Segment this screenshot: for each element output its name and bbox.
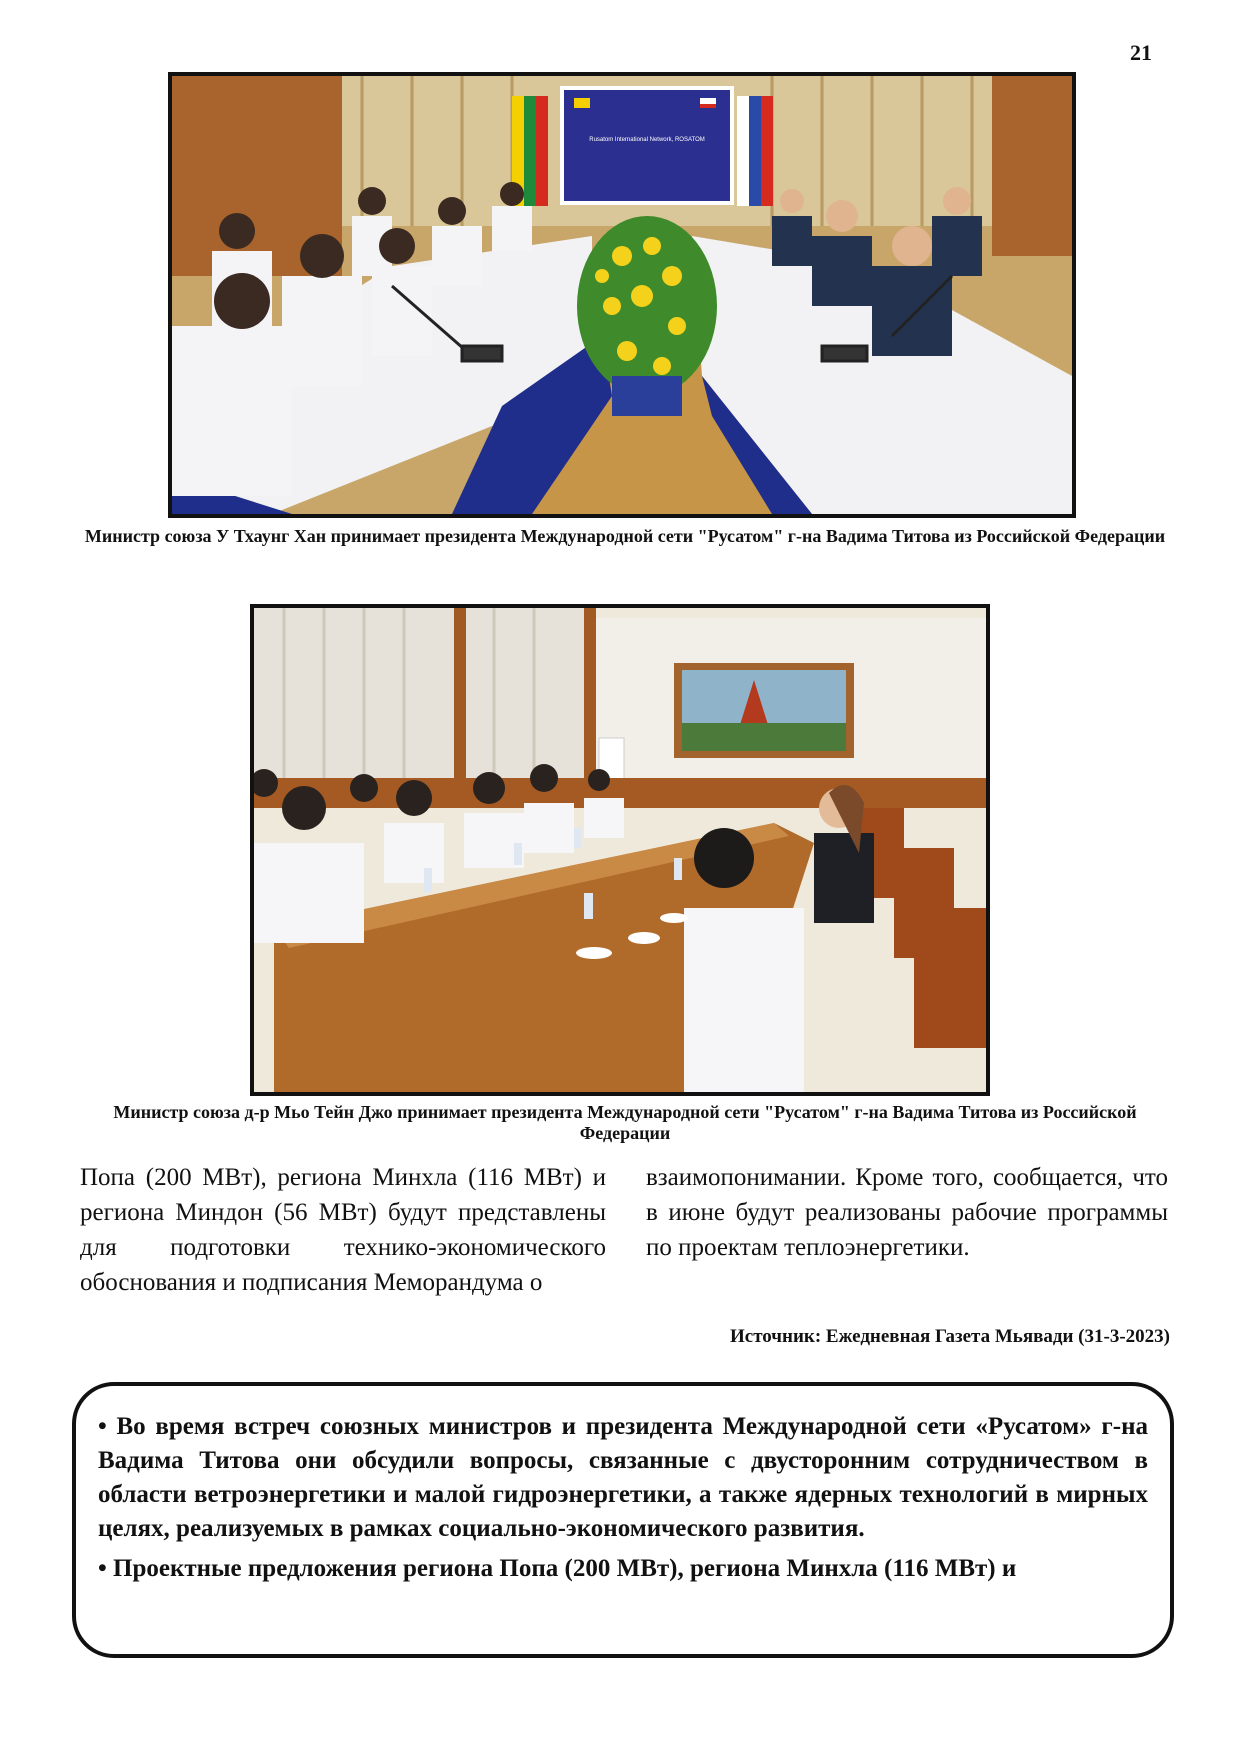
page-number: 21	[1130, 40, 1152, 65]
summary-bullet-2: • Проектные предложения региона Попа (200 МВт), региона Минхла (116 МВт) и	[98, 1555, 1017, 1582]
summary-bullet-1: • Во время встреч союзных министров и президента Международной сети «Русатом» г-на Вадима Титова они обсудили вопросы, связанные с двусторонним сотрудничеством в области ветроэнергетики и малой гидроэнергетики, а также ядерных технологий в мирных целях, реализуемых в рамках социально-экономического развития.	[98, 1413, 1148, 1542]
meeting-photo-2	[250, 604, 990, 1096]
summary-box	[72, 1382, 1174, 1658]
photo-caption-2: Министр союза д-р Мьо Тейн Джо принимает президента Международной сети "Русатом" г-на Вадима Титова из Российской Федерации	[113, 1102, 1137, 1143]
article-source: Источник: Ежедневная Газета Мьявади (31-3-2023)	[730, 1326, 1170, 1347]
article-column-right: взаимопонимании. Кроме того, сообщается, что в июне будут реализованы рабочие программы по проектам теплоэнергетики.	[646, 1164, 1168, 1261]
article-column-left: Попа (200 МВт), региона Минхла (116 МВт) и региона Миндон (56 МВт) будут представлены для подготовки технико-экономического обоснования и подписания Меморандума о	[80, 1164, 606, 1296]
photo-caption-1: Министр союза У Тхаунг Хан принимает президента Международной сети "Русатом" г-на Вадима Титова из Российской Федерации	[84, 526, 1166, 546]
meeting-photo-1	[168, 72, 1076, 518]
banner-text: Rusatom International Network, ROSATOM	[589, 137, 705, 143]
